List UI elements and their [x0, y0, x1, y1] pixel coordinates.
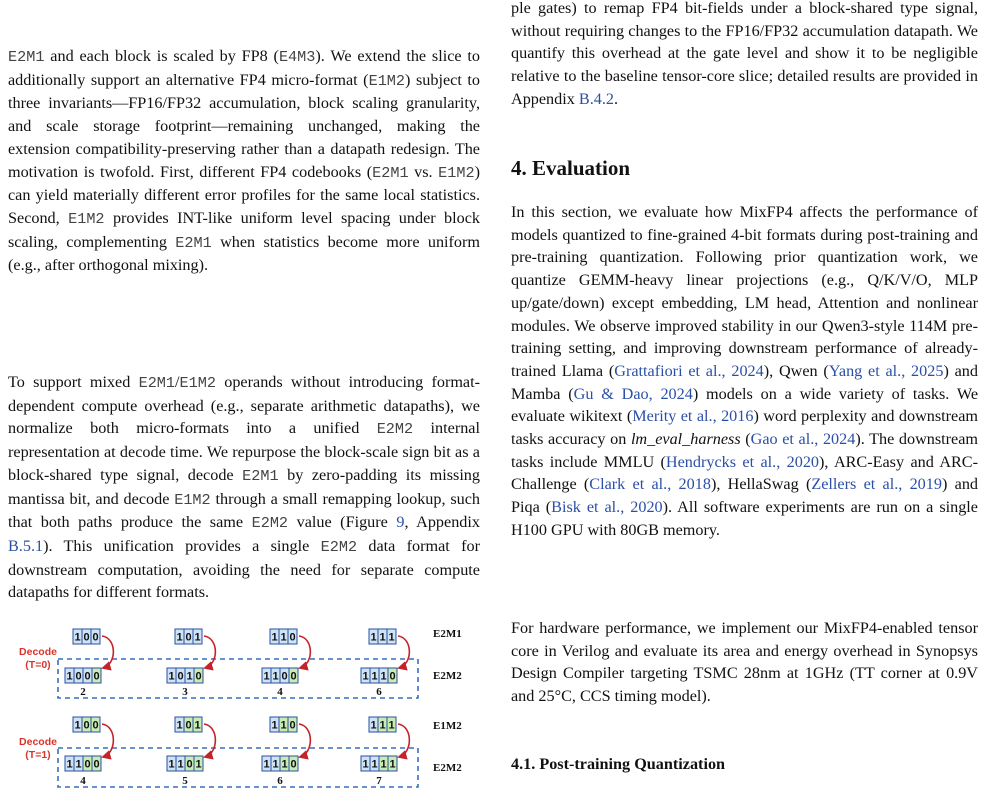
decoded-value: 2	[80, 686, 86, 698]
citation-link[interactable]: B.4.2	[578, 89, 614, 108]
text-run: ). All software experiments are run on a single H100 GPU with 80GB memory.	[511, 498, 978, 539]
text-run: value (Figure	[288, 513, 397, 532]
code-token: E2M1	[175, 233, 212, 252]
bit-digit: 1	[388, 631, 395, 644]
code-token: E2M2	[376, 420, 414, 439]
bit-cell-groups	[65, 629, 409, 787]
bit-digit: 1	[194, 631, 201, 644]
bit-digit: 1	[280, 631, 287, 644]
citation-link[interactable]: Yang et al., 2025	[828, 361, 944, 380]
text-run: through a small remapping lookup, such that both paths produce the same	[8, 489, 480, 532]
bit-digit: 1	[66, 758, 73, 771]
text-run: and each block is scaled by FP8 (	[44, 47, 279, 65]
text-run: ) can yield materially different error profiles for the same local statistics. Second,	[8, 162, 480, 227]
bit-digit: 0	[195, 670, 202, 683]
decode-t1-label: Decode	[19, 736, 57, 748]
bit-digit: 0	[83, 631, 90, 644]
bit-digit: 1	[362, 670, 369, 683]
paragraph-e1m2-extension	[8, 45, 480, 277]
bit-digit: 1	[176, 719, 183, 732]
decoded-value: 6	[376, 686, 382, 698]
bit-digit: 1	[75, 758, 82, 771]
bit-digit: 1	[272, 758, 279, 771]
text-run: .	[613, 89, 619, 108]
decoded-value: 4	[277, 686, 283, 698]
bit-digit: 0	[185, 631, 192, 644]
text-run: /	[175, 373, 180, 391]
decode-arrow	[299, 636, 310, 668]
paragraph-hardware	[511, 617, 978, 708]
text-run: , Appendix	[404, 513, 480, 532]
figure-decode-diagram	[8, 618, 488, 789]
bit-digit: 0	[389, 670, 396, 683]
text-run: ), ARC-Easy and ARC-Challenge (	[511, 452, 978, 494]
format-label-e2m2-top: E2M2	[433, 670, 462, 682]
text-run: ) word perplexity and downstream tasks accuracy on	[511, 407, 979, 449]
text-run: In this section, we evaluate how MixFP4 affects the performance of models quantized to fine-grained 4-bit formats during post-training and pre-training quantization. Following prior quantization work, we quantize GEMM-heavy linear projections (e.g., Q/K/V/O, MLP up/gate/down) except embedding, LM head, Attention and nonlinear modules. We observe improved stability in our Qwen3-style 114M pre-training setting, and improving downstream performance of already-trained Llama (	[511, 203, 978, 380]
decode-t0-sublabel: (T=0)	[25, 659, 51, 671]
text-run: when statistics become more uniform (e.g., after orthogonal mixing).	[8, 232, 480, 275]
bit-digit: 1	[370, 631, 377, 644]
bit-digit: 1	[272, 670, 279, 683]
decode-t0-label: Decode	[19, 646, 57, 658]
decoded-value: 3	[182, 686, 188, 698]
text-run: provides INT-like uniform level spacing under block scaling, complementing	[8, 208, 480, 251]
decoded-value: 4	[80, 775, 86, 787]
bit-digit: 1	[263, 758, 270, 771]
text-run: by zero-padding its missing mantissa bit, and decode	[8, 465, 480, 508]
format-label-e2m1: E2M1	[433, 628, 462, 640]
bit-digit: 1	[281, 758, 288, 771]
bit-digit: 1	[168, 670, 175, 683]
bit-digit: 1	[168, 758, 175, 771]
bit-digit: 1	[177, 758, 184, 771]
text-run: ) and Mamba (	[511, 361, 978, 403]
bit-digit: 1	[380, 758, 387, 771]
text-run: internal representation at decode time. We repurpose the block-scale sign bit as a block-shared type signal, decode	[8, 419, 480, 484]
bit-digit: 0	[75, 670, 82, 683]
math-identifier: lm_eval_harness	[630, 430, 741, 449]
bit-digit: 1	[74, 631, 81, 644]
section-title-evaluation: 4. Evaluation	[511, 156, 631, 180]
bit-digit: 0	[185, 719, 192, 732]
code-token: E2M1	[8, 48, 45, 66]
text-run: vs.	[408, 162, 439, 181]
decode-arrow	[204, 724, 215, 757]
citation-link[interactable]: B.5.1	[8, 536, 44, 555]
citation-link[interactable]: 9	[396, 513, 405, 532]
text-run: (	[740, 430, 751, 449]
text-run: ) and Piqa (	[511, 475, 979, 517]
code-token: E2M2	[320, 537, 358, 556]
bit-digit: 0	[290, 758, 297, 771]
decoded-value: 5	[182, 775, 188, 787]
code-token: E2M1	[242, 466, 279, 485]
bit-digit: 1	[280, 719, 287, 732]
code-token: E4M3	[278, 48, 316, 66]
bit-digit: 0	[84, 758, 91, 771]
bit-digit: 0	[186, 758, 193, 771]
bit-digit: 0	[281, 670, 288, 683]
text-run: ) models on a wide variety of tasks. We evaluate wikitext (	[511, 384, 979, 426]
bit-digit: 0	[177, 670, 184, 683]
text-run: data format for downstream computation, avoiding the need for separate compute datapaths for different formats.	[8, 536, 480, 602]
citation-link[interactable]: Clark et al., 2018	[589, 475, 711, 494]
bit-digit: 1	[371, 670, 378, 683]
citation-link[interactable]: Gao et al., 2024	[750, 430, 856, 449]
decode-arrow	[102, 636, 113, 668]
code-token: E1M2	[438, 163, 475, 182]
text-run: ), HellaSwag (	[710, 475, 812, 494]
bit-digit: 1	[388, 719, 395, 732]
code-token: E1M2	[179, 374, 217, 392]
bit-digit: 1	[379, 631, 386, 644]
text-run: ple gates) to remap FP4 bit-fields under a block-shared type signal, without requiring changes to the FP16/FP32 accumulation datapath. We quantify this overhead at the gate level and show it to be negligible relative to the baseline tensor-core slice; detailed results are provided in Appendix	[511, 0, 978, 108]
paragraph-overhead	[511, 0, 978, 111]
bit-digit: 1	[66, 670, 73, 683]
bit-digit: 1	[389, 758, 396, 771]
code-token: E2M1	[138, 374, 176, 392]
bit-digit: 1	[379, 719, 386, 732]
bit-digit: 0	[92, 719, 99, 732]
bit-digit: 1	[74, 719, 81, 732]
text-run: ), Qwen (	[763, 361, 829, 380]
text-run: ). The downstream tasks include MMLU (	[511, 430, 978, 471]
paragraph-evaluation-intro	[511, 201, 978, 542]
bit-digit: 0	[93, 670, 100, 683]
bit-digit: 1	[271, 631, 278, 644]
decode-arrow	[398, 636, 409, 668]
bit-digit: 1	[362, 758, 369, 771]
bit-digit: 1	[176, 631, 183, 644]
citation-link[interactable]: Bisk et al., 2020	[551, 498, 663, 517]
text-run: ). This unification provides a single	[43, 536, 321, 555]
bit-digit: 1	[195, 758, 202, 771]
decode-arrow	[299, 724, 310, 757]
text-run: operands without introducing format-dependent compute overhead (e.g., separate arithmetic datapaths), we normalize both micro-formats into a unified	[8, 373, 481, 438]
citation-link[interactable]: Merity et al., 2016	[632, 407, 754, 426]
citation-link[interactable]: Gu & Dao, 2024	[573, 384, 693, 403]
bit-digit: 1	[194, 719, 201, 732]
bit-digit: 0	[93, 758, 100, 771]
decoded-value: 7	[376, 775, 382, 787]
citation-link[interactable]: Hendrycks et al., 2020	[665, 452, 820, 471]
bit-digit: 1	[370, 719, 377, 732]
citation-link[interactable]: Grattafiori et al., 2024	[614, 361, 764, 380]
bit-digit: 1	[371, 758, 378, 771]
code-token: E1M2	[68, 209, 105, 228]
decode-arrow	[398, 724, 409, 757]
bit-digit: 0	[289, 719, 296, 732]
code-token: E2M1	[372, 163, 409, 182]
format-label-e2m2-bottom: E2M2	[433, 762, 462, 774]
bit-digit: 1	[263, 670, 270, 683]
code-token: E2M2	[251, 514, 289, 533]
text-run: ) subject to three invariants—FP16/FP32 accumulation, block scaling granularity, and scale storage footprint—remaining unchanged, making the extension compatibility-preserving rather than a datapath redesign. The motivation is twofold. First, different FP4 codebooks (	[8, 70, 480, 181]
bit-digit: 0	[83, 719, 90, 732]
decode-arrow	[204, 636, 215, 668]
bit-digit: 0	[92, 631, 99, 644]
bit-digit: 1	[271, 719, 278, 732]
decoded-value: 6	[277, 775, 283, 787]
decode-t1-sublabel: (T=1)	[25, 749, 51, 761]
code-token: E1M2	[368, 71, 406, 90]
bit-digit: 1	[380, 670, 387, 683]
text-run: ). We extend the slice to additionally support an alternative FP4 micro-format (	[8, 47, 480, 89]
bit-digit: 0	[289, 631, 296, 644]
text-run: To support mixed	[8, 373, 139, 391]
text-run: For hardware performance, we implement our MixFP4-enabled tensor core in Verilog and evaluate its area and energy overhead in Synopsys Design Compiler targeting TSMC 28nm at 1GHz (TT corner at 0.9V and 25°C, CCS timing model).	[511, 619, 978, 706]
paragraph-unified-e2m2	[8, 371, 480, 604]
subsection-title-ptq: 4.1. Post-training Quantization	[511, 755, 726, 773]
format-label-e1m2: E1M2	[433, 720, 462, 732]
code-token: E1M2	[174, 490, 211, 509]
bit-digit: 0	[290, 670, 297, 683]
decode-arrow	[102, 724, 113, 757]
bit-digit: 1	[186, 670, 193, 683]
citation-link[interactable]: Zellers et al., 2019	[811, 475, 942, 494]
bit-digit: 0	[84, 670, 91, 683]
